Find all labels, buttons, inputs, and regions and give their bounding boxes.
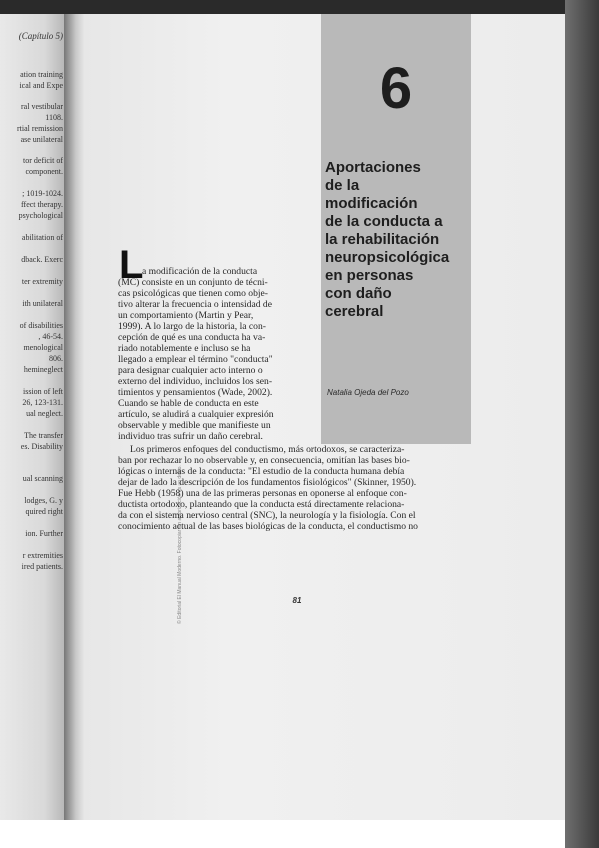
body-text-line: llegado a emplear el término "conducta" <box>118 354 273 365</box>
chapter-title <box>325 159 470 321</box>
body-text-line: da con el sistema nervioso central (SNC), la neurología y la fisiología. Con el <box>118 510 416 521</box>
chapter-title-line: en personas <box>325 267 414 284</box>
chapter-title-line: modificación <box>325 195 418 212</box>
left-page-text-line: 1108. <box>45 113 63 122</box>
left-page-text-line: hemineglect <box>23 365 63 374</box>
left-page-text-line: abilitation of <box>21 233 63 242</box>
left-page-text-line: r extremities <box>22 551 63 560</box>
left-page-text-line: dback. Exerc <box>21 255 63 264</box>
left-page-text-line: ith unilateral <box>22 299 63 308</box>
chapter-title-line: Aportaciones <box>325 159 421 176</box>
chapter-title-line: de la conducta a <box>325 213 443 230</box>
left-page-text-line: , 46-54. <box>38 332 63 341</box>
body-text-line: ban por rechazar lo no observable y, en consecuencia, omitían las bases bio- <box>118 455 410 466</box>
scan-edge-right <box>565 0 599 848</box>
chapter-title-line: neuropsicológica <box>325 249 450 266</box>
left-page-text-line: menological <box>23 343 63 352</box>
chapter-title-line: cerebral <box>325 303 384 320</box>
main-page <box>84 14 565 820</box>
body-text-line: cepción de qué es una conducta ha va- <box>118 332 266 343</box>
scan-edge-top <box>0 0 599 14</box>
chapter-header-box <box>321 14 471 444</box>
left-page-text-line: 806. <box>49 354 63 363</box>
body-text-line: externo del individuo, incluidos los sen- <box>118 376 273 387</box>
body-text-line: un comportamiento (Martin y Pear, <box>118 310 254 321</box>
body-text-line: para designar cualquier acto interno o <box>118 365 263 376</box>
left-page-text-line: (Capítulo 5) <box>18 32 63 41</box>
body-text-line: ductista ortodoxo, planteando que la conducta está directamente relaciona- <box>118 499 405 510</box>
left-page-text-line: ral vestibular <box>21 102 63 111</box>
left-page-text-line: 26, 123-131. <box>22 398 63 407</box>
left-page-text-line: ion. Further <box>25 529 63 538</box>
book-spine <box>64 14 84 820</box>
left-page-text-line: ired patients. <box>21 562 63 571</box>
left-page-text-line: ual neglect. <box>26 409 63 418</box>
body-text-line: (MC) consiste en un conjunto de técni- <box>118 277 268 288</box>
left-page-text-line: ffect therapy. <box>21 200 63 209</box>
left-page-text-line: tor deficit of <box>23 156 63 165</box>
body-text-line: 1999). A lo largo de la historia, la con- <box>118 321 266 332</box>
left-page-text-line: ission of left <box>23 387 63 396</box>
body-text-line: riado notablemente e incluso se ha <box>118 343 251 354</box>
left-page-text-line: The transfer <box>24 431 63 440</box>
body-text-line: artículo, se aludirá a cualquier expresión <box>118 409 274 420</box>
body-text-line: individuo tras sufrir un daño cerebral. <box>118 431 263 442</box>
body-text-line: observable y medible que manifieste un <box>118 420 271 431</box>
body-text-line: tivo alterar la frecuencia o intensidad de <box>118 299 272 310</box>
drop-cap: L <box>119 243 144 287</box>
left-page-text-line: of disabilities <box>19 321 63 330</box>
chapter-title-line: la rehabilitación <box>325 231 440 248</box>
body-text-line: conocimiento actual de las bases biológicas de la conducta, el conductismo no <box>118 521 418 532</box>
left-page-text-line: quired right <box>25 507 63 516</box>
left-page-text-line: lodges, G. y <box>24 496 63 505</box>
body-text-line: Cuando se hable de conducta en este <box>118 398 259 409</box>
left-page-text-line: ; 1019-1024. <box>22 189 63 198</box>
body-text-line: cas psicológicas que tienen como obje- <box>118 288 268 299</box>
left-facing-page <box>0 14 64 820</box>
left-page-text-line: ase unilateral <box>20 135 63 144</box>
page-number: 81 <box>292 596 302 605</box>
body-text-line: a modificación de la conducta <box>142 266 258 277</box>
body-text-line: lógicas o internas de la conducta: "El estudio de la conducta humana debía <box>118 466 405 477</box>
body-text-line: Los primeros enfoques del conductismo, más ortodoxos, se caracteriza- <box>130 444 405 455</box>
left-page-text-line: es. Disability <box>20 442 63 451</box>
body-text-line: Fue Hebb (1958) una de las primeras personas en oponerse al enfoque con- <box>118 488 407 499</box>
body-text-line: dejar de lado la descripción de los fundamentos fisiológicos" (Skinner, 1950). <box>118 477 417 488</box>
left-page-text-line: psychological <box>18 211 63 220</box>
left-page-text-line: component. <box>25 167 63 176</box>
copyright-margin-note: © Editorial El Manual Moderno. Fotocopiar sin autorización es un delito. <box>177 465 183 624</box>
left-page-text-line: ation training <box>20 70 63 79</box>
body-text-line: timientos y pensamientos (Wade, 2002). <box>118 387 273 398</box>
chapter-title-line: de la <box>325 177 360 194</box>
chapter-author: Natalia Ojeda del Pozo <box>327 388 409 397</box>
chapter-title-line: con daño <box>325 285 392 302</box>
left-page-text-line: ual scanning <box>22 474 63 483</box>
left-page-text-line: ical and Expe <box>19 81 63 90</box>
left-page-text-line: rtial remission <box>17 124 63 133</box>
chapter-number: 6 <box>379 56 413 121</box>
left-page-text-line: ter extremity <box>21 277 63 286</box>
